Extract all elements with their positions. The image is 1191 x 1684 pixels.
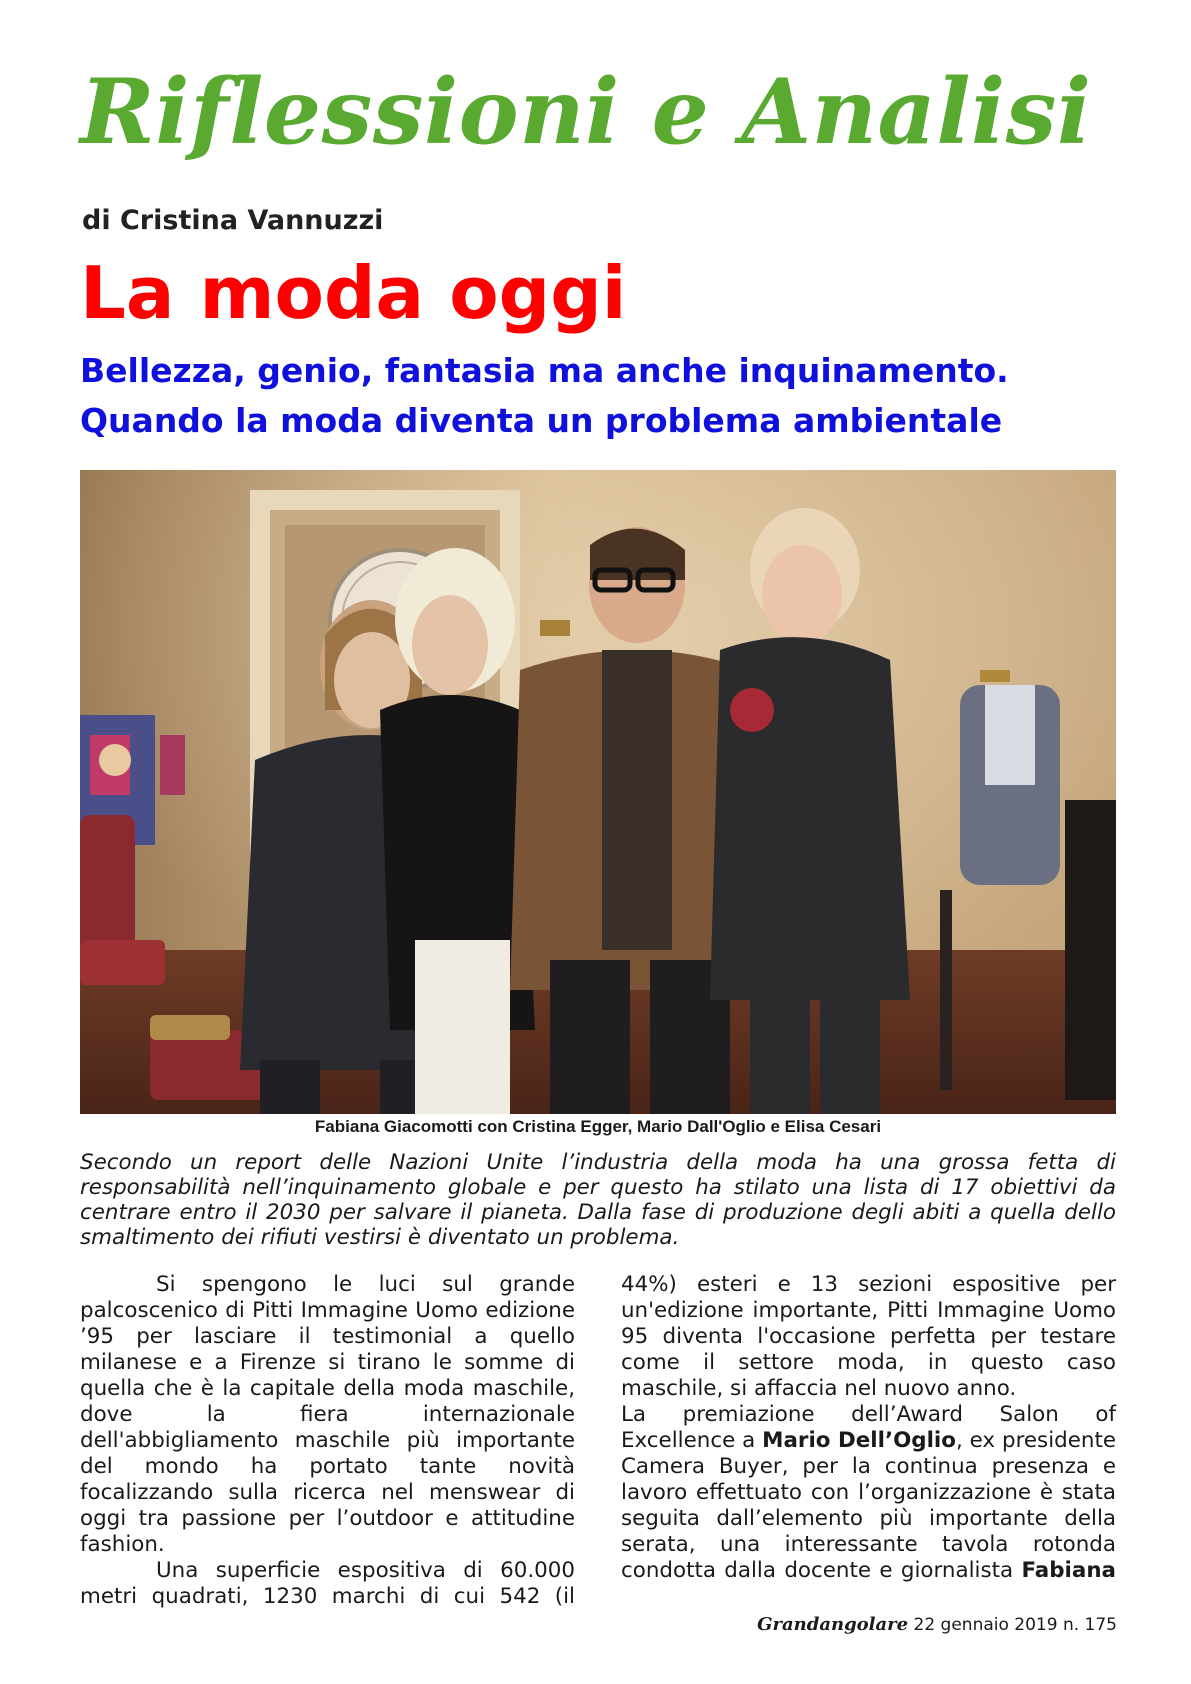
body-column-right: [621, 1272, 1116, 1584]
body-paragraph: [621, 1402, 1116, 1584]
body-paragraph: 44%) esteri e 13 sezioni espositive per un'edizione importante, Pitti Immagine Uomo 95 diventa l'occasione perfetta per testare come il settore moda, in questo caso maschile, si affaccia nel nuovo anno.: [621, 1272, 1116, 1401]
article-headline: La moda oggi: [80, 251, 627, 335]
body-text: , ex presidente Camera Buyer, per la continua presenza e lavoro effettuato con l’organizzazione è stata seguita dall’elemento più importante della serata, una interessante tavola rotonda condotta dalla docente e giornalista: [621, 1428, 1116, 1583]
article-lead: Secondo un report delle Nazioni Unite l’industria della moda ha una grossa fetta di responsabilità nell’inquinamento globale e per questo ha stilato una lista di 17 obiettivi da centrare entro il 2030 per salvare il pianeta. Dalla fase di produzione degli abiti a quella dello smaltimento dei rifiuti vestirsi è diventato un problema.: [80, 1150, 1116, 1250]
page-footer: [757, 1614, 1117, 1636]
body-column-left: [80, 1272, 575, 1610]
person-name: Fabiana: [1021, 1558, 1116, 1583]
author-byline: di Cristina Vannuzzi: [82, 205, 384, 236]
subtitle-line-1: Bellezza, genio, fantasia ma anche inquinamento.: [80, 351, 1009, 390]
issue-info: 22 gennaio 2019 n. 175: [913, 1615, 1117, 1635]
person-name: Mario Dell’Oglio: [762, 1428, 956, 1453]
body-paragraph: Si spengono le luci sul grande palcoscenico di Pitti Immagine Uomo edizione ’95 per lasciare il testimonial a quello milanese e a Firenze si tirano le somme di quella che è la capitale della moda maschile, dove la fiera internazionale dell'abbigliamento maschile più importante del mondo ha portato tante novità focalizzando sulla ricerca nel menswear di oggi tra passione per l’outdoor e attitudine fashion.: [80, 1272, 575, 1557]
body-text: La premiazione dell’Award Salon of Excellence a: [621, 1402, 1116, 1453]
article-photo: [80, 470, 1116, 1114]
subtitle-line-2: Quando la moda diventa un problema ambientale: [80, 401, 1003, 440]
body-paragraph: Una superficie espositiva di 60.000 metri quadrati, 1230 marchi di cui 542 (il: [80, 1558, 575, 1609]
section-rubric: Riflessioni e Analisi: [80, 59, 1092, 165]
photo-caption: Fabiana Giacomotti con Cristina Egger, Mario Dall'Oglio e Elisa Cesari: [314, 1117, 882, 1136]
magazine-name: Grandangolare: [757, 1614, 909, 1635]
